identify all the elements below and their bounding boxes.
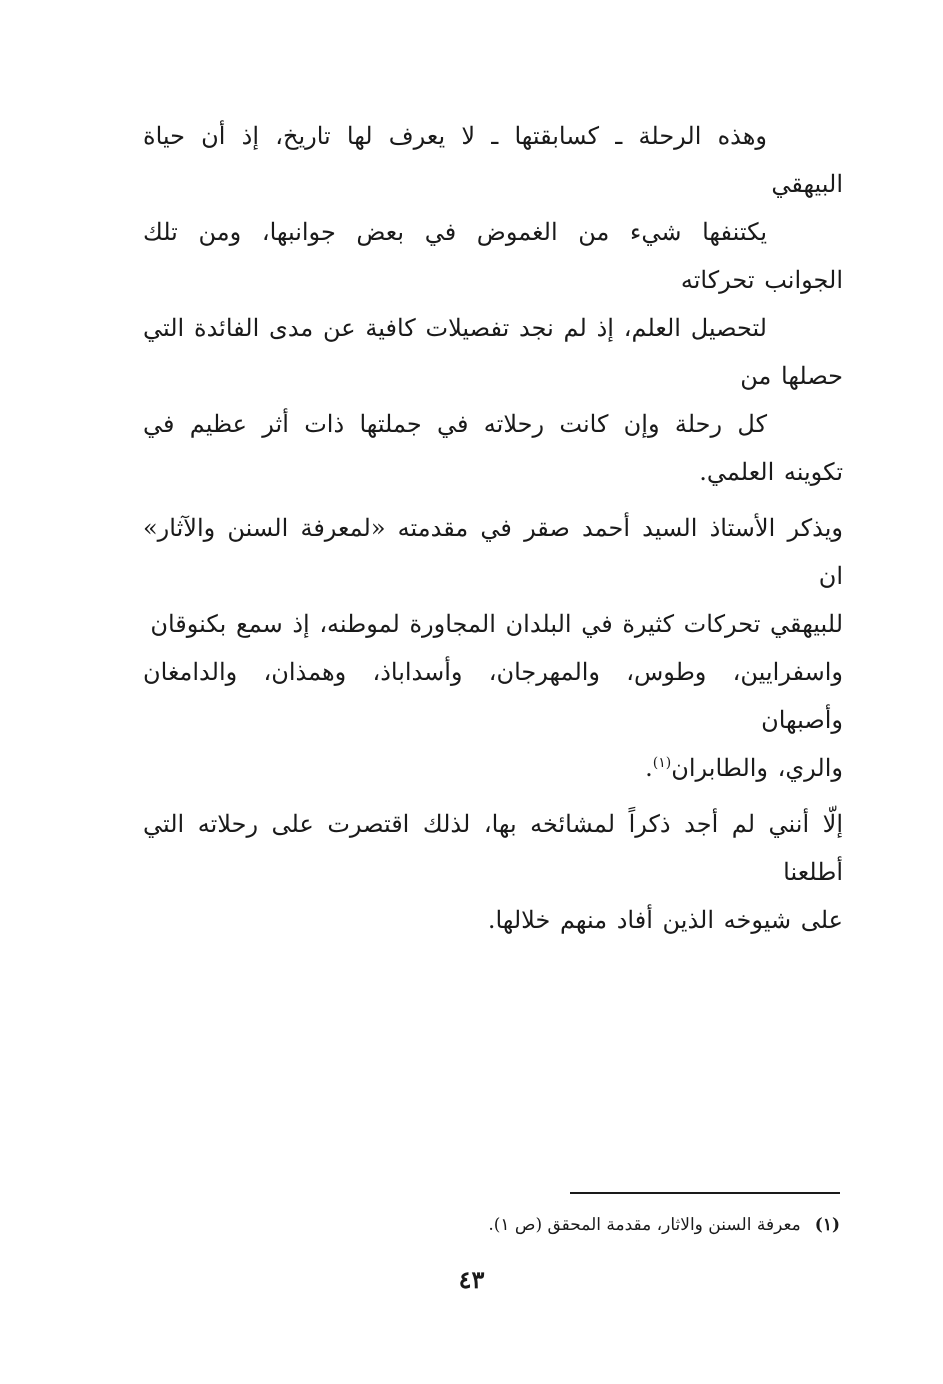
paragraph-1 [143, 112, 843, 496]
text-line: كل رحلة وإن كانت رحلاته في جملتها ذات أثر عظيم في تكوينه العلمي. [143, 410, 843, 486]
footnote-text: معرفة السنن والاثار، مقدمة المحقق (ص ١). [488, 1215, 801, 1235]
main-text [143, 112, 843, 944]
paragraph-3 [143, 800, 843, 944]
paragraph-2 [143, 504, 843, 792]
sentence-end: . [645, 754, 653, 782]
footnote-reference[interactable]: (١) [652, 755, 672, 771]
text-line: وهذه الرحلة ـ كسابقتها ـ لا يعرف لها تاريخ، إذ أن حياة البيهقي [143, 122, 843, 198]
footnote-separator [570, 1192, 840, 1194]
text-line: للبيهقي تحركات كثيرة في البلدان المجاورة لموطنه، إذ سمع بكنوقان [150, 610, 843, 638]
text-line: على شيوخه الذين أفاد منهم خلالها. [487, 906, 843, 934]
text-line: واسفرايين، وطوس، والمهرجان، وأسداباذ، وهمذان، والدامغان وأصبهان [143, 658, 843, 734]
footnote-number: (١) [814, 1215, 840, 1235]
text-line: والري، والطابران [671, 754, 843, 782]
text-line: لتحصيل العلم، إذ لم نجد تفصيلات كافية عن مدى الفائدة التي حصلها من [143, 314, 843, 390]
page-number: ٤٣ [458, 1265, 485, 1294]
text-line: ويذكر الأستاذ السيد أحمد صقر في مقدمته «لمعرفة السنن والآثار» ان [143, 514, 843, 590]
text-line: إلّا أنني لم أجد ذكراً لمشائخه بها، لذلك اقتصرت على رحلاته التي أطلعنا [143, 810, 843, 886]
text-line-with-footnote [143, 744, 843, 792]
text-line: يكتنفها شيء من الغموض في بعض جوانبها، ومن تلك الجوانب تحركاته [143, 218, 843, 294]
footnote [300, 1210, 840, 1240]
